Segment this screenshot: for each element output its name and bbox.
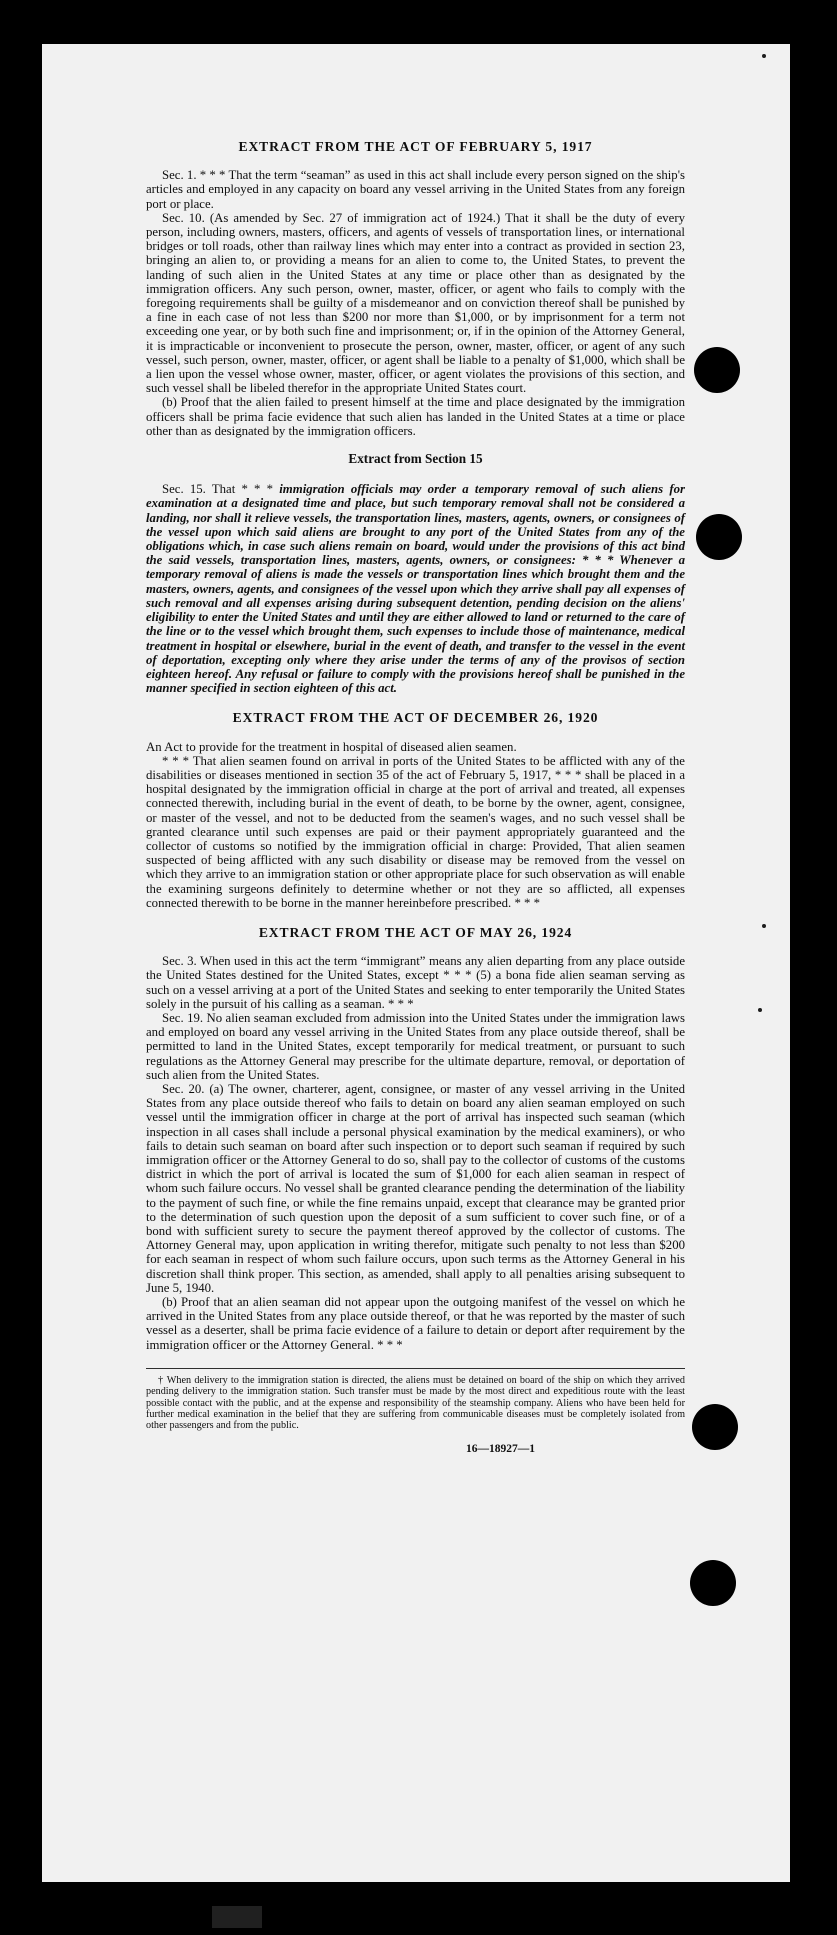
speck xyxy=(762,924,766,928)
speck xyxy=(758,1008,762,1012)
footnote-text: † When delivery to the immigration station is directed, the aliens must be detained on board of the ship on which they arrived pending delivery to the immigration station. Such transfer must be made by the most direct and expeditious route with the least possible contact with the public, and at the expense and responsibility of the steamship company. Aliens who have been held for further medical examination in the belief that they are suffering from communicable diseases must be completely isolated from other passengers and from the public. xyxy=(146,1374,685,1432)
paragraph-act-body-1920: * * * That alien seamen found on arrival in ports of the United States to be afflicted with any of the disabilities or diseases mentioned in section 35 of the act of February 5, 1917, * * * shall be placed in a hospital designated by the immigration official in charge at the port of arrival and treated, all expenses connected therewith, including burial in the event of death, to be borne by the owner, agent, consignee, or master of the vessel, and not to be deducted from the seamen's wages, and no such vessel shall be granted clearance until such expenses are paid or their payment appropriately guaranteed and the collector of customs so notified by the immigration official in charge: Provided, That alien seamen suspected of being afflicted with any such disability or disease may be removed from the vessel on which they arrive to an immigration station or other appropriate place for such observation as will enable the examining surgeons definitely to determine whether or not they are so afflicted, all expenses connected therewith to be borne in the manner hereinbefore prescribed. * * * xyxy=(146,753,685,910)
speck xyxy=(762,54,766,58)
heading-act-1924: EXTRACT FROM THE ACT OF MAY 26, 1924 xyxy=(258,924,573,940)
paragraph-sec-10-b: (b) Proof that the alien failed to present himself at the time and place designated by the immigration officers shall be prima facie evidence that such alien has landed in the United States at a time or place other than as designated by the immigration officers. xyxy=(146,395,685,438)
document-page xyxy=(42,44,790,1882)
document-text xyxy=(146,140,685,1456)
punch-hole xyxy=(696,514,742,560)
paragraph-sec-20-b: (b) Proof that an alien seaman did not appear upon the outgoing manifest of the vessel on which he arrived in the United States from any place outside thereof, or that he was reported by the master of such vessel as a deserter, shall be prima facie evidence of a failure to detain or deport after requirement by the immigration officer or the Attorney General. * * * xyxy=(146,1295,685,1352)
sec-15-lead: Sec. 15. That * * * xyxy=(162,482,280,497)
paragraph-act-title-1920: An Act to provide for the treatment in hospital of diseased alien seamen. xyxy=(146,739,517,754)
heading-section-15: Extract from Section 15 xyxy=(348,451,483,467)
sec-15-italic-text: immigration officials may order a temporary removal of such aliens for examination at a designated time and place, but such temporary removal shall not be considered a landing, nor shall it relieve vessels, the transportation lines, masters, agents, owners, or consignees of the vessel upon which said aliens are brought to any port of the United States from any of the obligations which, in case such aliens remain on board, would under the provisions of this act bind the said vessels, transportation lines, masters, agents, owners, or consignees: * * * Whenever a temporary removal of aliens is made the vessels or transportation lines which brought them and the masters, owners, agents, and consignees of the vessel upon which they arrive shall pay all expenses of such removal and all expenses arising during subsequent detention, pending decision on the aliens' eligibility to enter the United States and until they are either allowed to land or returned to the care of the line or to the vessel which brought them, such expenses to include those of maintenance, medical treatment in hospital or elsewhere, burial in the event of death, and transfer to the vessel in the event of deportation, excepting only where they arise under the terms of any of the provisos of section eighteen hereof. Any refusal or failure to comply with the provisions hereof shall be punished in the manner specified in section eighteen of this act. xyxy=(146,482,685,696)
paragraph-sec-1: Sec. 1. * * * That the term “seaman” as used in this act shall include every person signed on the ship's articles and employed in any capacity on board any vessel arriving in the United States from any foreign port or place. xyxy=(146,168,685,211)
paragraph-sec-19: Sec. 19. No alien seaman excluded from admission into the United States under the immigration laws and employed on board any vessel arriving in the United States from any place outside thereof, shall be permitted to land in the United States, except temporarily for medical treatment, or pursuant to such regulations as the Attorney General may prescribe for the ultimate departure, removal, or deportation of such alien from the United States. xyxy=(146,1010,685,1082)
heading-act-1920: EXTRACT FROM THE ACT OF DECEMBER 26, 1920 xyxy=(232,710,599,726)
heading-act-1917: EXTRACT FROM THE ACT OF FEBRUARY 5, 1917 xyxy=(238,139,593,154)
form-code: 16—18927—1 xyxy=(466,1442,535,1455)
footnote xyxy=(146,1368,685,1432)
paragraph-sec-20-a: Sec. 20. (a) The owner, charterer, agent, consignee, or master of any vessel arriving in the United States from any place outside thereof who fails to detain on board any alien seaman employed on such vessel until the immigration officer in charge at the port of arrival has inspected such seaman (which inspection in all cases shall include a personal physical examination by the medical examiners), or who fails to detain such seaman on board after such inspection or to deport such seaman if required by such immigration officer or the Attorney General to do so, shall pay to the collector of customs of the customs district in which the port of arrival is located the sum of $1,000 for each alien seaman in respect of whom such failure occurs. No vessel shall be granted clearance pending the determination of the liability to the payment of such fine, or while the fine remains unpaid, except that clearance may be granted prior to the determination of such question upon the deposit of a sum sufficient to cover such fine, or of a bond with sufficient surety to secure the payment thereof approved by the collector of customs. The Attorney General may, upon application in writing therefor, mitigate such penalty to not less than $200 for each seaman in respect of whom such failure occurs, upon such terms as the Attorney General in his discretion shall think proper. This section, as amended, shall apply to all penalties arising subsequent to June 5, 1940. xyxy=(146,1081,685,1295)
punch-hole xyxy=(690,1560,736,1606)
paragraph-sec-15 xyxy=(146,482,685,695)
scan-mark xyxy=(212,1906,262,1928)
punch-hole xyxy=(692,1404,738,1450)
paragraph-sec-3: Sec. 3. When used in this act the term “immigrant” means any alien departing from any place outside the United States destined for the United States, except * * * (5) a bona fide alien seaman serving as such on a vessel arriving at a port of the United States and seeking to enter temporarily the United States solely in the pursuit of his calling as a seaman. * * * xyxy=(146,954,685,1011)
paragraph-sec-10: Sec. 10. (As amended by Sec. 27 of immigration act of 1924.) That it shall be the duty of every person, including owners, masters, officers, and agents of vessels of transportation lines, or international bridges or toll roads, other than railway lines which may enter into a contract as provided in section 23, bringing an alien to, or providing a means for an alien to come to, the United States, to prevent the landing of such alien in the United States at any time or place other than as designated by the immigration officers. Any such person, owner, master, officer, or agent who fails to comply with the foregoing requirements shall be guilty of a misdemeanor and on conviction thereof shall be punished by a fine in each case of not less than $200 nor more than $1,000, or by imprisonment for a term not exceeding one year, or by both such fine and imprisonment; or, if in the opinion of the Attorney General, it is impracticable or inconvenient to prosecute the person, owner, master, officer, or agent of any such vessel, such person, owner, master, officer, or agent shall be liable to a penalty of $1,000, which shall be a lien upon the vessel whose owner, master, officer, or agent violates the provisions of this section, and such vessel shall be libeled therefor in the appropriate United States court. xyxy=(146,210,685,396)
punch-hole xyxy=(694,347,740,393)
